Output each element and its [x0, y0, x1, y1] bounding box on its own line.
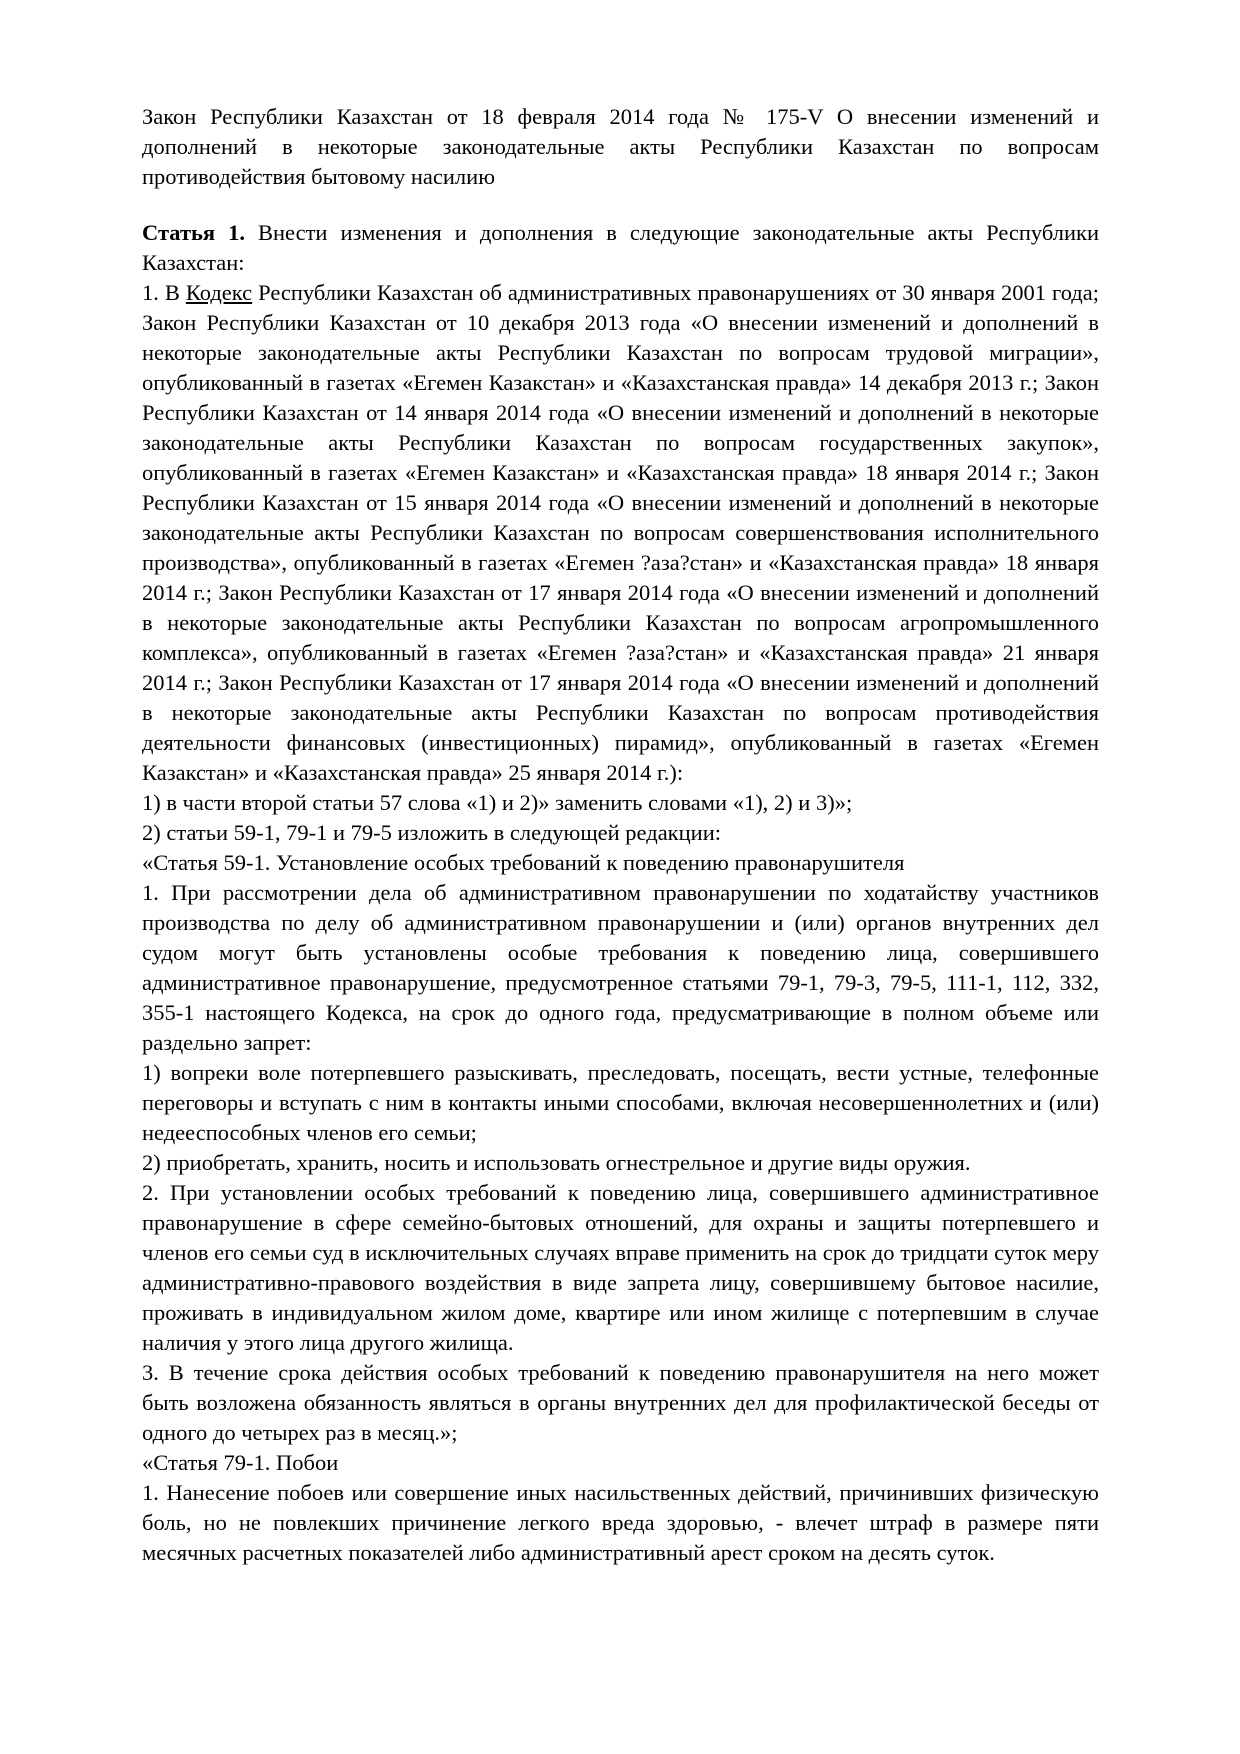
- amendment-subpoint-1: 1) в части второй статьи 57 слова «1) и 2)» заменить словами «1), 2) и 3)»;: [142, 790, 853, 815]
- article-79-1-heading: «Статья 79-1. Побои: [142, 1450, 339, 1475]
- amendment-point-1-prefix: 1. В: [142, 280, 186, 305]
- article-79-1-part-1: 1. Нанесение побоев или совершение иных насильственных действий, причинивших физическую боль, но не повлекших причинение легкого вреда здоровью, - влечет штраф в размере пяти месячных расчетных показателей либо административный арест сроком на десять суток.: [142, 1480, 1099, 1565]
- document-page: [142, 102, 1099, 1568]
- article-1-text: Внести изменения и дополнения в следующие законодательные акты Республики Казахстан:: [142, 220, 1099, 275]
- amendment-point-1-body: Республики Казахстан об административных правонарушениях от 30 января 2001 года; Закон Республики Казахстан от 10 декабря 2013 года «О внесении изменений и дополнений в некоторые законодательные акты Республики Казахстан по вопросам трудовой миграции», опубликованный в газетах «Егемен Казакстан» и «Казахстанская правда» 14 декабря 2013 г.; Закон Республики Казахстан от 14 января 2014 года «О внесении изменений и дополнений в некоторые законодательные акты Республики Казахстан по вопросам государственных закупок», опубликованный в газетах «Егемен Казакстан» и «Казахстанская правда» 18 января 2014 г.; Закон Республики Казахстан от 15 января 2014 года «О внесении изменений и дополнений в некоторые законодательные акты Республики Казахстан по вопросам совершенствования исполнительного производства», опубликованный в газетах «Егемен ?аза?стан» и «Казахстанская правда» 18 января 2014 г.; Закон Республики Казахстан от 17 января 2014 года «О внесении изменений и дополнений в некоторые законодательные акты Республики Казахстан по вопросам агропромышленного комплекса», опубликованный в газетах «Егемен ?аза?стан» и «Казахстанская правда» 21 января 2014 г.; Закон Республики Казахстан от 17 января 2014 года «О внесении изменений и дополнений в некоторые законодательные акты Республики Казахстан по вопросам противодействия деятельности финансовых (инвестиционных) пирамид», опубликованный в газетах «Егемен Казакстан» и «Казахстанская правда» 25 января 2014 г.):: [142, 280, 1099, 785]
- amendment-point-1: [142, 278, 1099, 788]
- article-59-1-part-1: 1. При рассмотрении дела об административном правонарушении по ходатайству участников производства по делу об административном правонарушении и (или) органов внутренних дел судом могут быть установлены особые требования к поведению лица, совершившего административное правонарушение, предусмотренное статьями 79-1, 79-3, 79-5, 111-1, 112, 332, 355-1 настоящего Кодекса, на срок до одного года, предусматривающие в полном объеме или раздельно запрет:: [142, 880, 1099, 1055]
- title-gap: [142, 192, 1099, 218]
- article-59-1-part-2: 2. При установлении особых требований к поведению лица, совершившего административное правонарушение в сфере семейно-бытовых отношений, для охраны и защиты потерпевшего и членов его семьи суд в исключительных случаях вправе применить на срок до тридцати суток меру административно-правового воздействия в виде запрета лицу, совершившему бытовое насилие, проживать в индивидуальном жилом доме, квартире или ином жилище с потерпевшим в случае наличия у этого лица другого жилища.: [142, 1180, 1099, 1355]
- article-59-1-heading: «Статья 59-1. Установление особых требований к поведению правонарушителя: [142, 850, 905, 875]
- article-1-intro: [142, 218, 1099, 278]
- article-59-1-part-1-item-2: 2) приобретать, хранить, носить и использовать огнестрельное и другие виды оружия.: [142, 1150, 971, 1175]
- amendment-subpoint-2: 2) статьи 59-1, 79-1 и 79-5 изложить в следующей редакции:: [142, 820, 721, 845]
- article-59-1-part-1-item-1: 1) вопреки воле потерпевшего разыскивать, преследовать, посещать, вести устные, телефонные переговоры и вступать с ним в контакты иными способами, включая несовершеннолетних и (или) недееспособных членов его семьи;: [142, 1060, 1099, 1145]
- law-title: Закон Республики Казахстан от 18 февраля 2014 года № 175-V О внесении изменений и дополнений в некоторые законодательные акты Республики Казахстан по вопросам противодействия бытовому насилию: [142, 104, 1099, 189]
- article-59-1-part-3: 3. В течение срока действия особых требований к поведению правонарушителя на него может быть возложена обязанность являться в органы внутренних дел для профилактической беседы от одного до четырех раз в месяц.»;: [142, 1360, 1099, 1445]
- article-1-label: Статья 1.: [142, 220, 245, 245]
- kodeks-link[interactable]: Кодекс: [185, 280, 253, 305]
